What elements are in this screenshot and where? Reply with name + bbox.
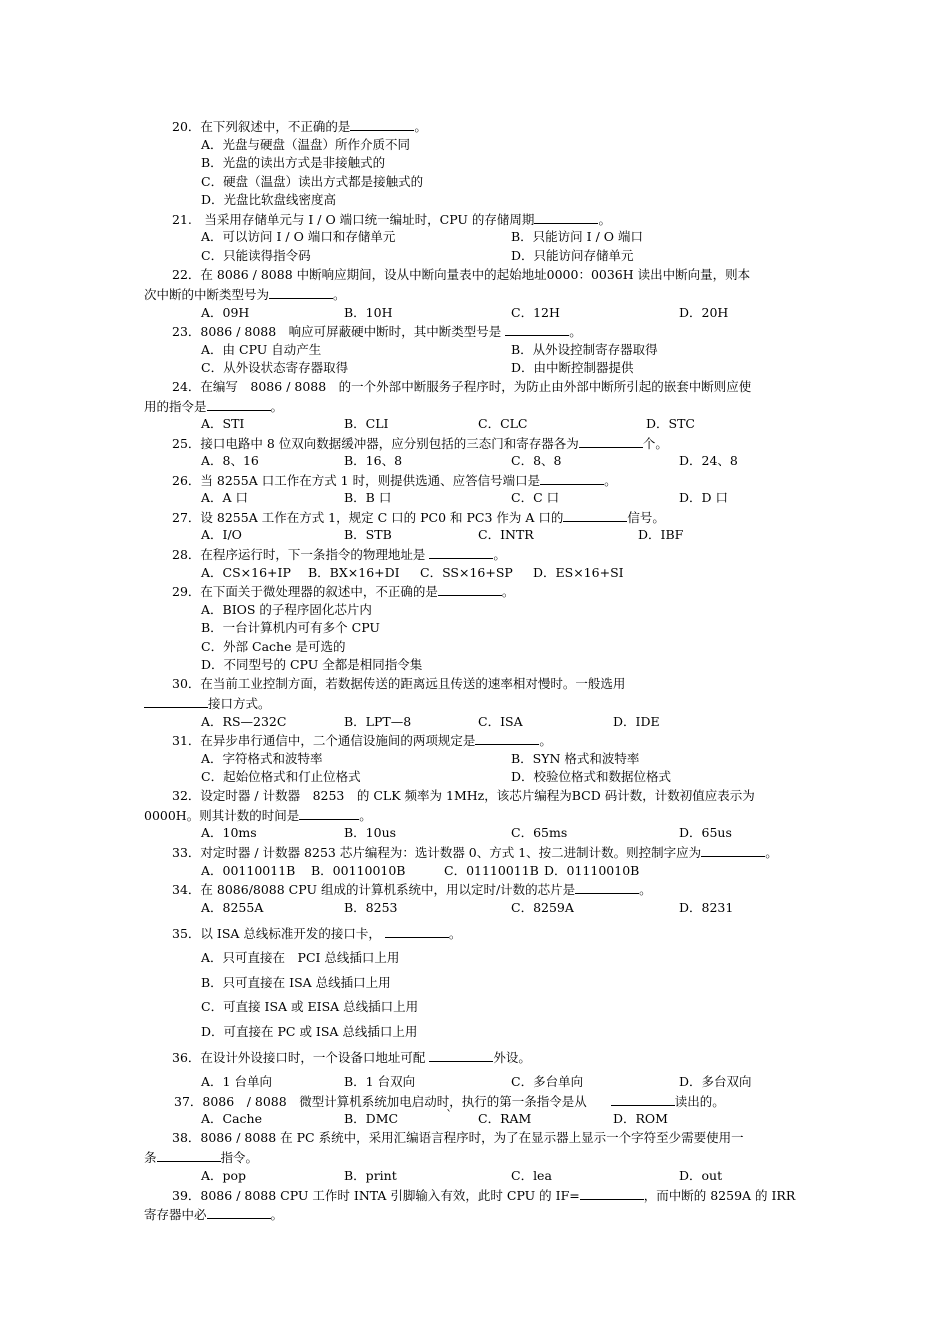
option: D．不同型号的 CPU 全都是相同指令集 — [201, 657, 423, 672]
option: B．SYN 格式和波特率 — [511, 751, 640, 766]
option: D．out — [679, 1168, 723, 1183]
question-21-stem: 21. 当采用存储单元与 I / O 端口统一编址时，CPU 的存储周期 。 — [172, 212, 611, 227]
question-38-stem-cont: 条 指令。 — [144, 1150, 259, 1165]
option: C．INTR — [478, 527, 534, 542]
option: C．01110011B — [444, 863, 539, 878]
option: A．pop — [201, 1168, 247, 1183]
question-22-stem-cont: 次中断的中断类型号为 。 — [144, 287, 346, 302]
answer-blank — [350, 118, 414, 131]
option: A．1 台单向 — [201, 1074, 272, 1089]
option: C．8259A — [511, 900, 574, 915]
question-25-stem: 25．接口电路中 8 位双向数据缓冲器，应分别包括的三态门和寄存器各为 个。 — [172, 436, 668, 451]
question-23-stem: 23．8086 / 8088 响应可屏蔽硬中断时，其中断类型号是 。 — [172, 324, 582, 339]
option: A．Cache — [201, 1111, 262, 1126]
option: B．DMC — [344, 1111, 399, 1126]
answer-blank — [579, 435, 643, 448]
option: C．65ms — [511, 825, 568, 840]
option: B．一台计算机内可有多个 CPU — [201, 620, 380, 635]
option: A．09H — [201, 305, 250, 320]
option: C．C 口 — [511, 490, 560, 505]
option: A．RS—232C — [201, 714, 287, 729]
option: D．24、8 — [679, 453, 738, 468]
option: A．可以访问 I / O 端口和存储单元 — [201, 229, 396, 244]
option: C．SS×16+SP — [420, 565, 513, 580]
option: B．从外设控制寄存器取得 — [511, 342, 658, 357]
option: B．B 口 — [344, 490, 392, 505]
option: B．CLI — [344, 416, 389, 431]
option: D．20H — [679, 305, 729, 320]
option: B．10us — [344, 825, 397, 840]
question-39-stem: 39．8086 / 8088 CPU 工作时 INTA 引脚输入有效，此时 CPU 的 IF= ，而中断的 8259A 的 IRR — [172, 1188, 796, 1203]
option: A．10ms — [201, 825, 257, 840]
answer-blank — [207, 1206, 271, 1219]
question-30-stem: 30．在当前工业控制方面，若数据传送的距离远且传送的速率相对慢时。一般选用 — [172, 676, 626, 691]
option: C．ISA — [478, 714, 523, 729]
option: B．print — [344, 1168, 397, 1183]
question-31-stem: 31．在异步串行通信中，二个通信设施间的两项规定是 。 — [172, 733, 552, 748]
question-39-stem-cont: 寄存器中必 。 — [144, 1207, 284, 1222]
option: D．01110010B — [544, 863, 640, 878]
question-34-stem: 34．在 8086/8088 CPU 组成的计算机系统中，用以定时/计数的芯片是 。 — [172, 882, 652, 897]
question-32-stem: 32．设定时器 / 计数器 8253 的 CLK 频率为 1MHz，该芯片编程为BCD 码计数，计数初值应表示为 — [172, 788, 755, 803]
option: C．12H — [511, 305, 560, 320]
question-29-stem: 29．在下面关于微处理器的叙述中，不正确的是 。 — [172, 584, 515, 599]
option: C．可直接 ISA 或 EISA 总线插口上用 — [201, 999, 419, 1014]
stray-mark: ` — [446, 1107, 453, 1122]
option: D．IDE — [613, 714, 660, 729]
answer-blank — [475, 732, 539, 745]
option: A．00110011B — [201, 863, 296, 878]
option: A．CS×16+IP — [201, 565, 291, 580]
answer-blank — [580, 1187, 644, 1200]
option: B．BX×16+DI — [308, 565, 400, 580]
option: B．16、8 — [344, 453, 403, 468]
answer-blank — [534, 211, 598, 224]
answer-blank — [540, 472, 604, 485]
question-35-stem: 35．以 ISA 总线标准开发的接口卡， 。 — [172, 926, 462, 941]
option: B．光盘的读出方式是非接触式的 — [201, 155, 386, 170]
option: A．由 CPU 自动产生 — [201, 342, 322, 357]
answer-blank — [207, 398, 271, 411]
option: C．从外设状态寄存器取得 — [201, 360, 349, 375]
answer-blank — [299, 807, 359, 820]
option: D．8231 — [679, 900, 734, 915]
option: C．只能读得指令码 — [201, 248, 311, 263]
option: B．STB — [344, 527, 392, 542]
answer-blank — [429, 546, 493, 559]
answer-blank — [505, 323, 569, 336]
question-36-stem: 36．在设计外设接口时，一个设备口地址可配 外设。 — [172, 1050, 531, 1065]
answer-blank — [611, 1093, 675, 1106]
answer-blank — [701, 844, 765, 857]
option: B．只可直接在 ISA 总线插口上用 — [201, 975, 391, 990]
option: A．A 口 — [201, 490, 249, 505]
option: B．10H — [344, 305, 393, 320]
answer-blank — [157, 1149, 221, 1162]
option: D．IBF — [638, 527, 684, 542]
question-38-stem: 38．8086 / 8088 在 PC 系统中，采用汇编语言程序时，为了在显示器上显示一个字符至少需要使用一 — [172, 1130, 744, 1145]
option: B．00110010B — [311, 863, 406, 878]
question-33-stem: 33．对定时器 / 计数器 8253 芯片编程为：选计数器 0、方式 1、按二进制计数。则控制字应为 。 — [172, 845, 778, 860]
question-37-stem: 37．8086 / 8088 微型计算机系统加电启动时，执行的第一条指令是从 读出的。 — [174, 1094, 725, 1109]
question-20-stem: 20．在下列叙述中，不正确的是 。 — [172, 119, 427, 134]
option: D．D 口 — [679, 490, 729, 505]
option: C．外部 Cache 是可选的 — [201, 639, 346, 654]
answer-blank — [429, 1049, 493, 1062]
option: D．ROM — [613, 1111, 668, 1126]
question-30-stem-cont: 接口方式。 — [144, 695, 271, 712]
option: B．1 台双向 — [344, 1074, 416, 1089]
option: A．8255A — [201, 900, 264, 915]
option: A．BIOS 的子程序固化芯片内 — [201, 602, 372, 617]
question-27-stem: 27．设 8255A 工作在方式 1，规定 C 口的 PC0 和 PC3 作为 A 口的 信号。 — [172, 510, 665, 525]
option: D．STC — [646, 416, 695, 431]
answer-blank — [269, 286, 333, 299]
option: A．8、16 — [201, 453, 259, 468]
option: C．起始位格式和仃止位格式 — [201, 769, 361, 784]
option: D．65us — [679, 825, 732, 840]
option: A．STI — [201, 416, 245, 431]
option: C．lea — [511, 1168, 552, 1183]
option: B．LPT—8 — [344, 714, 412, 729]
option: A．光盘与硬盘（温盘）所作介质不同 — [201, 137, 411, 152]
question-24-stem: 24．在编写 8086 / 8088 的一个外部中断服务子程序时，为防止由外部中断所引起的嵌套中断则应使 — [172, 379, 752, 394]
answer-blank — [563, 509, 627, 522]
option: C．8、8 — [511, 453, 562, 468]
option: D．校验位格式和数据位格式 — [511, 769, 672, 784]
answer-blank — [385, 925, 449, 938]
option: C．硬盘（温盘）读出方式都是接触式的 — [201, 174, 424, 189]
question-28-stem: 28．在程序运行时，下一条指令的物理地址是 。 — [172, 547, 506, 562]
option: A．I/O — [201, 527, 242, 542]
answer-blank — [575, 881, 639, 894]
question-24-stem-cont: 用的指令是 。 — [144, 399, 284, 414]
option: B．8253 — [344, 900, 398, 915]
answer-blank — [144, 695, 208, 708]
option: C．多台单向 — [511, 1074, 584, 1089]
question-26-stem: 26．当 8255A 口工作在方式 1 时，则提供选通、应答信号端口是 。 — [172, 473, 617, 488]
option: D．光盘比软盘线密度高 — [201, 192, 337, 207]
option: D．由中断控制器提供 — [511, 360, 634, 375]
option: B．只能访问 I / O 端口 — [511, 229, 643, 244]
option: C．RAM — [478, 1111, 532, 1126]
option: D．多台双向 — [679, 1074, 752, 1089]
option: A．字符格式和波特率 — [201, 751, 323, 766]
option: D．只能访问存储单元 — [511, 248, 634, 263]
question-22-stem: 22．在 8086 / 8088 中断响应期间，设从中断向量表中的起始地址0000：0036H 读出中断向量，则本 — [172, 267, 751, 282]
option: D．ES×16+SI — [533, 565, 624, 580]
answer-blank — [438, 583, 502, 596]
option: A．只可直接在 PCI 总线插口上用 — [201, 950, 400, 965]
option: C．CLC — [478, 416, 528, 431]
option: D．可直接在 PC 或 ISA 总线插口上用 — [201, 1024, 418, 1039]
question-32-stem-cont: 0000H。则其计数的时间是 。 — [144, 808, 372, 823]
